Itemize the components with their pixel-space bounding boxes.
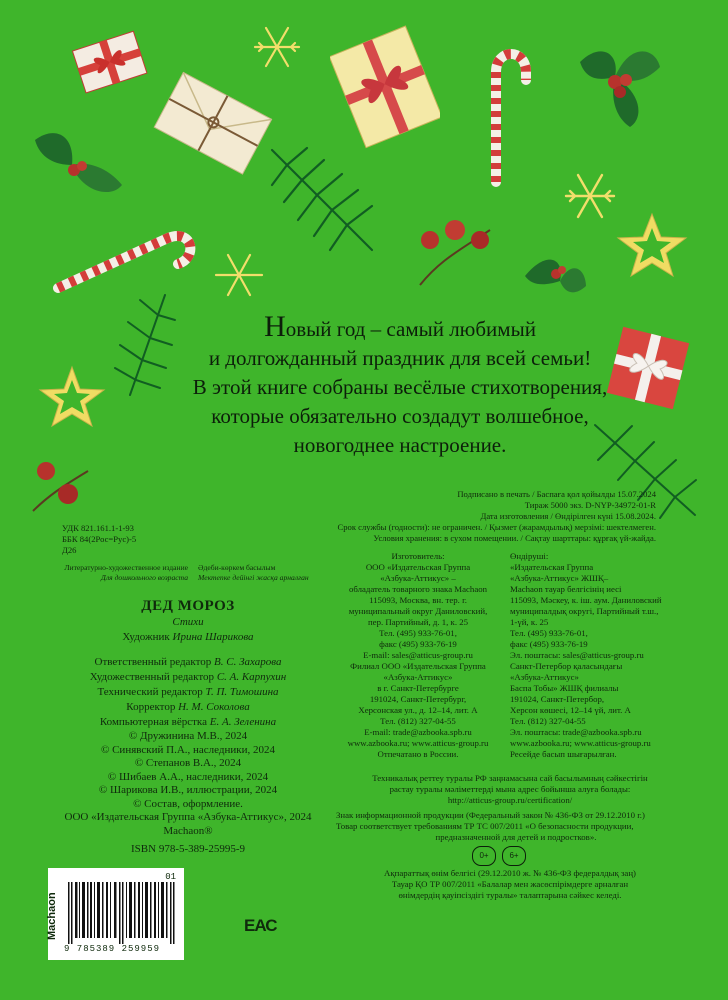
brand-vertical: Machaon <box>46 892 58 940</box>
credit-role: Ответственный редактор <box>94 656 212 668</box>
holly-icon <box>560 22 670 132</box>
manufacturer-line: 115093, Мәскеу, к. іш. аум. Даниловский <box>510 595 662 605</box>
cert-link: http://atticus-group.ru/certification/ <box>447 795 573 805</box>
credit-name: С. А. Карпухин <box>216 671 287 683</box>
info-sign-line: Товар соответствует требованиям ТР ТС 007/2011 «О безопасности продукции, <box>336 821 634 831</box>
copyright-line: Machaon® <box>163 824 213 837</box>
berries-icon <box>410 210 500 290</box>
info-sign-ru <box>336 810 696 843</box>
manufacturer-line: «Азбука-Аттикус» <box>510 672 579 682</box>
credit-name: Е. А. Зеленина <box>209 716 277 728</box>
info-kz-line: Ақпараттық өнім белгісі (29.12.2010 ж. № 436-ФЗ федералдық заң) <box>384 868 636 878</box>
manufacturer-line: Ресейде басып шығарылған. <box>510 749 617 759</box>
manufacturer-line: Херсонская ул., д. 12–14, лит. А <box>358 705 478 715</box>
credit-name: В. С. Захарова <box>214 656 282 668</box>
holly-icon <box>520 246 590 306</box>
storage-conditions: Условия хранения: в сухом помещении. / Сақтау шарттары: құрғақ үй-жайда. <box>373 533 656 543</box>
manufacturer-line: 1-үй, к. 25 <box>510 617 549 627</box>
credit-line <box>48 655 328 670</box>
manufacturer-line: Өндіруші: <box>510 551 549 561</box>
age-badge: 0+ <box>472 846 496 866</box>
author-mark: Д26 <box>62 545 77 555</box>
shelf-life: Срок службы (годности): не ограничен. / Қызмет (жарамдылық) мерзімі: шектелмеген. <box>337 522 656 532</box>
blurb-line: которые обязательно создадут волшебное, <box>211 404 589 428</box>
print-run: Тираж 5000 экз. D-NYP-34972-01-R <box>524 500 656 510</box>
manufacturer-line: пер. Партийный, д. 1, к. 25 <box>367 617 469 627</box>
candy-cane-icon <box>48 218 198 298</box>
genre-line: Әдеби-көркем басылым <box>198 563 276 572</box>
copyright-line: © Шарикова И.В., иллюстрации, 2024 <box>98 784 278 796</box>
drop-cap: Н <box>264 310 286 343</box>
book-title: ДЕД МОРОЗ <box>141 598 235 614</box>
copyright-line: © Степанов В.А., 2024 <box>134 757 242 769</box>
manufacturer-kz <box>510 551 685 760</box>
print-info <box>296 489 656 544</box>
eac-mark: ЕАС <box>244 916 277 935</box>
credit-line <box>48 700 328 715</box>
manufacturer-line: факс (495) 933-76-19 <box>379 639 457 649</box>
manufacturer-line: Изготовитель: <box>391 551 445 561</box>
book-info <box>48 598 328 645</box>
credit-line <box>48 685 328 700</box>
credit-role: Технический редактор <box>97 686 203 698</box>
manufacturer-line: E-mail: sales@atticus-group.ru <box>363 650 473 660</box>
candy-cane-icon <box>474 42 534 192</box>
cert-line: растау туралы мәліметтерді мына адрес бойынша алуға болады: <box>389 784 631 794</box>
manufacturer-line: «Азбука-Аттикус» <box>383 672 453 682</box>
age-badge: 6+ <box>502 846 526 866</box>
copyright-line: © Шибаев А.А., наследники, 2024 <box>107 770 269 783</box>
bbk: ББК 84(2Рос=Рус)-5 <box>62 534 137 544</box>
artist-name: Ирина Шарикова <box>172 631 254 643</box>
manufacturer-line: факс (495) 933-76-19 <box>510 639 588 649</box>
copyright-line: © Синявский П.А., наследники, 2024 <box>100 743 276 756</box>
manufacturer-line: Баспа Тобы» ЖШҚ филиалы <box>510 683 619 693</box>
copyright-line: ООО «Издательская Группа «Азбука-Аттикус», 2024 <box>64 811 312 823</box>
pine-branch-icon <box>262 140 382 260</box>
artist-credit <box>48 630 328 645</box>
manufacturer-line: www.azbooka.ru; www.atticus-group.ru <box>510 738 651 748</box>
manufacturer-line: Отпечатано в России. <box>377 749 459 759</box>
cover-blurb <box>120 312 680 460</box>
manufacturer-line: Санкт-Петербор қаласындағы <box>510 661 623 671</box>
info-kz-line: Тауар ҚО ТР 007/2011 «Балалар мен жасөспірімдерге арналған <box>391 879 629 889</box>
copyright-line: © Состав, оформление. <box>133 797 243 810</box>
manufacturer-line: 115093, Москва, вн. тер. г. <box>369 595 467 605</box>
copyrights <box>48 730 328 838</box>
berries-icon <box>28 456 98 516</box>
gift-icon <box>330 20 440 150</box>
manufacturer-line: www.azbooka.ru; www.atticus-group.ru <box>347 738 489 748</box>
age-group-line: Мектепке дейінгі жасқа арналған <box>198 573 309 582</box>
manufacturer-line: обладатель товарного знака Machaon <box>348 584 488 594</box>
manufacturer-line: Тел. (812) 327-04-55 <box>510 716 586 726</box>
artist-label: Художник <box>122 631 170 643</box>
manufacturer-line: муниципалдық округі, Партийный т.ш., <box>510 606 659 616</box>
info-kz-line: өнімдердің қауіпсіздігі туралы» талаптарына сәйкес келеді. <box>398 890 622 900</box>
manufacturer-ru <box>336 551 500 760</box>
info-sign-line: предназначенной для детей и подростков». <box>435 832 597 842</box>
certification-kz <box>330 773 690 806</box>
manufacturer-line: Филиал ООО «Издательская Группа <box>350 661 486 671</box>
credit-name: Т. П. Тимошина <box>205 686 279 698</box>
manufacturer-line: 191024, Санкт-Петербор, <box>510 694 605 704</box>
star-icon <box>36 364 108 430</box>
manufacturer-line: Эл. поштасы: trade@azbooka.spb.ru <box>510 727 642 737</box>
blurb-line: новогоднее настроение. <box>293 433 507 457</box>
credit-name: Н. М. Соколова <box>178 701 250 713</box>
print-date: Подписано в печать / Баспаға қол қойылды 15.07.2024 <box>457 489 656 499</box>
barcode-suffix: 01 <box>165 872 176 882</box>
cert-line: Техникалық реттеу туралы РФ заңнамасына сай басылымның сәйкестігін <box>372 773 648 783</box>
genre-ru <box>48 563 188 583</box>
snowflake-icon <box>252 22 302 72</box>
genre-line: Литературно-художественное издание <box>64 563 188 572</box>
udk: УДК 821.161.1-1-93 <box>62 523 134 533</box>
genre-kz <box>198 563 328 583</box>
credit-line <box>48 670 328 685</box>
manufacturer-line: 191024, Санкт-Петербург, <box>369 694 467 704</box>
book-subtitle: Стихи <box>172 616 204 628</box>
manufacturer-line: «Азбука-Аттикус» – <box>380 573 456 583</box>
credit-role: Художественный редактор <box>89 671 215 683</box>
manufacturer-line: в г. Санкт-Петербурге <box>377 683 459 693</box>
holly-icon <box>30 120 130 220</box>
credit-line <box>48 715 328 730</box>
manufacturer-line: муниципальный округ Даниловский, <box>348 606 488 616</box>
age-group-line: Для дошкольного возраста <box>101 573 188 582</box>
manufacturer-line: E-mail: trade@azbooka.spb.ru <box>364 727 472 737</box>
blurb-line: и долгожданный праздник для всей семьи! <box>208 346 592 370</box>
manufacture-date: Дата изготовления / Өндірілген күні 15.08.2024. <box>480 511 656 521</box>
manufacturer-line: Тел. (495) 933-76-01, <box>379 628 457 638</box>
manufacturer-line: «Азбука-Аттикус» ЖШҚ– <box>510 573 609 583</box>
barcode-panel <box>48 868 184 960</box>
manufacturer-line: Эл. поштасы: sales@atticus-group.ru <box>510 650 644 660</box>
blurb-line: В этой книге собраны весёлые стихотворения, <box>192 375 608 399</box>
credit-role: Компьютерная вёрстка <box>99 716 207 728</box>
gift-icon <box>70 28 150 98</box>
info-sign-line: Знак информационной продукции (Федеральный закон № 436-ФЗ от 29.12.2010 г.) <box>336 810 645 820</box>
manufacturer-line: Тел. (495) 933-76-01, <box>510 628 588 638</box>
isbn: ISBN 978-5-389-25995-9 <box>131 843 245 855</box>
manufacturer-line: «Издательская Группа <box>510 562 594 572</box>
snowflake-icon <box>562 168 618 224</box>
envelope-icon <box>150 70 275 180</box>
manufacturer-line: Тел. (812) 327-04-55 <box>380 716 456 726</box>
snowflake-icon <box>212 248 266 302</box>
barcode-icon <box>68 882 176 944</box>
classification <box>62 523 136 556</box>
barcode-digits: 9 785389 259959 <box>64 944 161 954</box>
manufacturer-line: ООО «Издательская Группа <box>365 562 471 572</box>
info-sign-kz <box>330 868 690 901</box>
manufacturer-line: Херсон көшесі, 12–14 үй, лит. А <box>510 705 631 715</box>
manufacturer-line: Machaon тауар белгісінің иесі <box>510 584 622 594</box>
credit-role: Корректор <box>126 701 176 713</box>
editorial-credits <box>48 655 328 730</box>
blurb-line: овый год – самый любимый <box>285 317 536 341</box>
copyright-line: © Дружинина М.В., 2024 <box>128 730 248 742</box>
star-icon <box>614 210 690 280</box>
